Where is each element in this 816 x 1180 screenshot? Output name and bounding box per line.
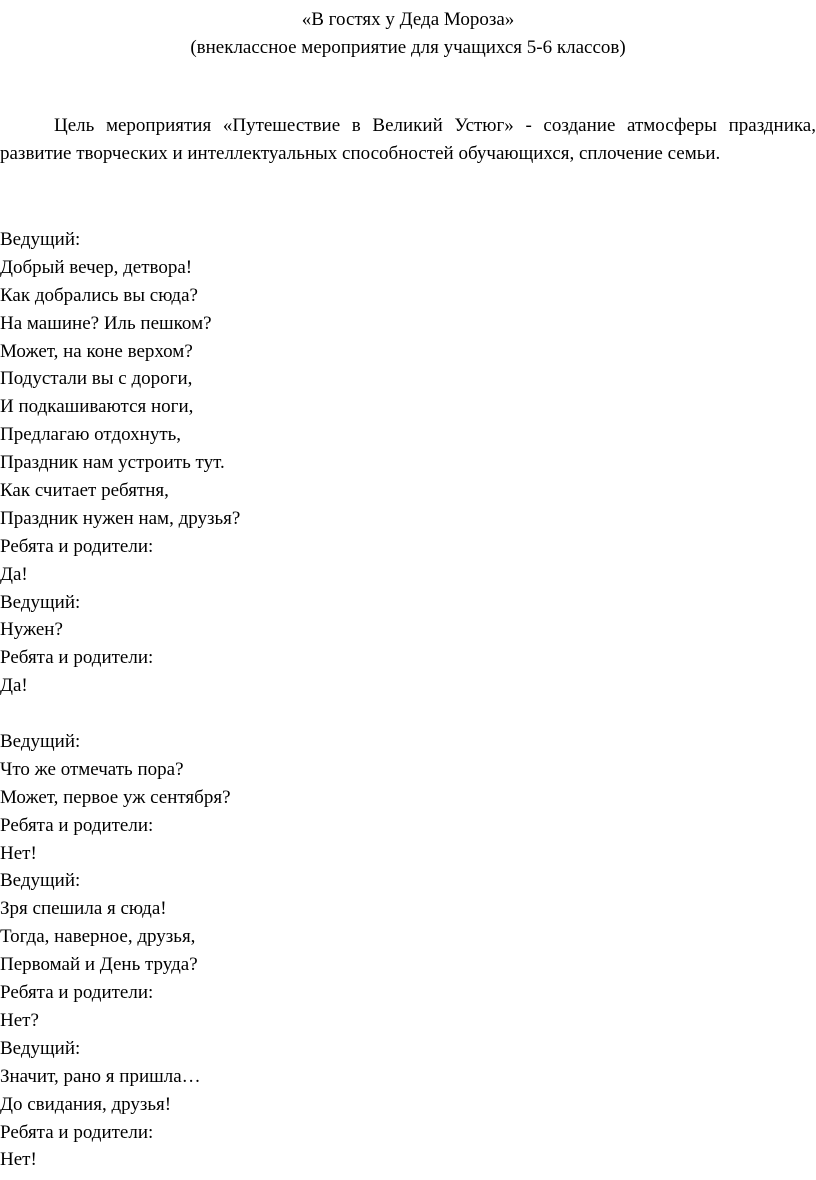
- script-line: Ребята и родители:: [0, 982, 154, 1004]
- script-line: Что же отмечать пора?: [0, 758, 184, 780]
- script-line: Ребята и родители:: [0, 535, 154, 557]
- script-line: Подустали вы с дороги,: [0, 368, 193, 390]
- blank-line: [0, 700, 816, 728]
- script-line: Нужен?: [0, 619, 63, 641]
- script-line: Ведущий:: [0, 731, 81, 753]
- script-line: Нет!: [0, 1149, 37, 1171]
- script-line: Праздник нам устроить тут.: [0, 452, 225, 474]
- script-line: Зря спешила я сюда!: [0, 898, 167, 920]
- script-line: Праздник нужен нам, друзья?: [0, 507, 241, 529]
- document-subtitle: (внеклассное мероприятие для учащихся 5-6 классов): [190, 37, 626, 58]
- script-line: На машине? Иль пешком?: [0, 312, 212, 334]
- script-line: Значит, рано я пришла…: [0, 1065, 201, 1087]
- script-line: Нет?: [0, 1009, 39, 1031]
- script-line: Предлагаю отдохнуть,: [0, 424, 182, 446]
- script-line: Да!: [0, 675, 28, 697]
- script-line: Ребята и родители:: [0, 647, 154, 669]
- script-line: Как добрались вы сюда?: [0, 284, 198, 306]
- title-block: [0, 6, 816, 62]
- script-line: Нет!: [0, 842, 37, 864]
- script-line: Ведущий:: [0, 591, 81, 613]
- document-title: «В гостях у Деда Мороза»: [301, 9, 515, 30]
- script-line: Ведущий:: [0, 870, 81, 892]
- script-line: Ребята и родители:: [0, 1121, 154, 1143]
- script-line: Да!: [0, 563, 28, 585]
- script-line: Может, на коне верхом?: [0, 340, 193, 362]
- script-line: Первомай и День труда?: [0, 954, 198, 976]
- script-line: Ведущий:: [0, 1037, 81, 1059]
- script-line: Ведущий:: [0, 229, 81, 250]
- intro-paragraph: Цель мероприятия «Путешествие в Великий Устюг» - создание атмосферы праздника, развитие творческих и интеллектуальных способностей обучающихся, сплочение семьи.: [0, 115, 816, 164]
- script-line: До свидания, друзья!: [0, 1093, 172, 1115]
- script-line: Добрый вечер, детвора!: [0, 256, 193, 278]
- script-line: Тогда, наверное, друзья,: [0, 926, 196, 948]
- script-line: Как считает ребятня,: [0, 480, 169, 502]
- script-line: Может, первое уж сентября?: [0, 786, 231, 808]
- script-dialogue: [0, 226, 816, 1174]
- script-line: Ребята и родители:: [0, 814, 154, 836]
- script-line: И подкашиваются ноги,: [0, 396, 194, 418]
